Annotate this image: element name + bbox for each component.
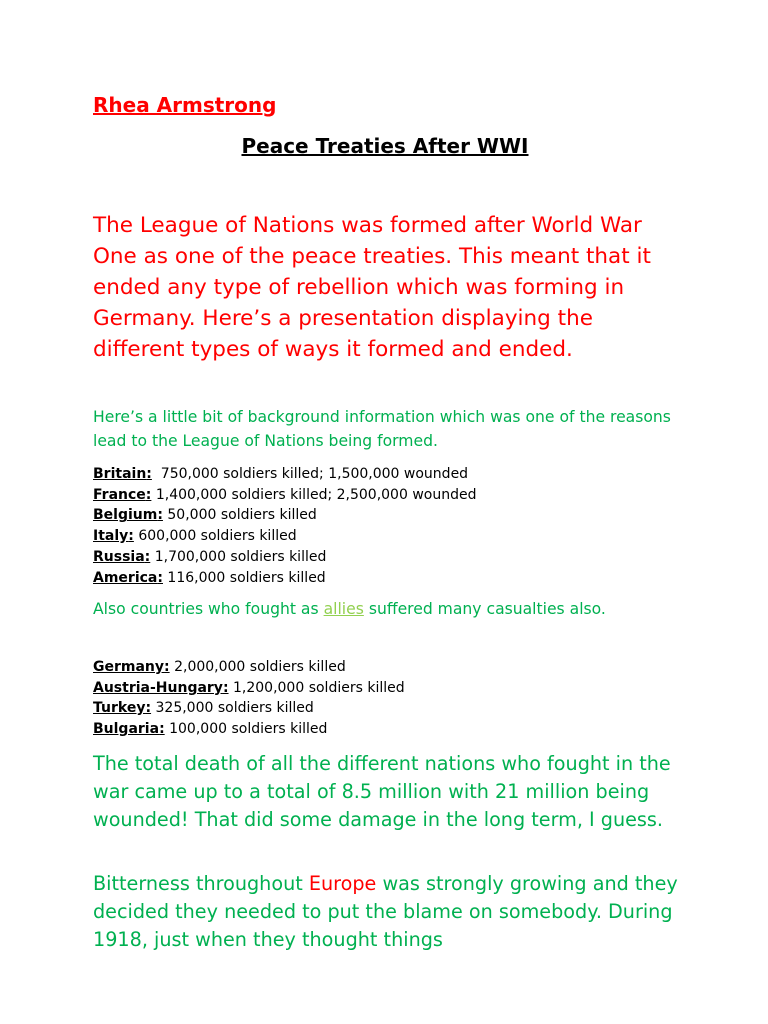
casualty-stat: 1,200,000 soldiers killed [228, 679, 405, 696]
casualty-stat: 750,000 soldiers killed; 1,500,000 wounded [151, 466, 469, 482]
list-item: America: 116,000 soldiers killed [93, 569, 326, 586]
casualties-list-2 [93, 657, 405, 740]
list-item: France: 1,400,000 soldiers killed; 2,500,000 wounded [93, 486, 477, 503]
country-name: Belgium [93, 507, 158, 524]
background-info-paragraph: Here’s a little bit of background information which was one of the reasons lead to the League of Nations being formed. [93, 408, 671, 450]
casualty-stat: 116,000 soldiers killed [162, 569, 326, 586]
allies-paragraph: Also countries who fought as allies suffered many casualties also. [93, 600, 606, 618]
casualty-stat: 50,000 soldiers killed [162, 507, 317, 524]
casualty-stat: 325,000 soldiers killed [151, 700, 314, 717]
list-item: Russia: 1,700,000 soldiers killed [93, 548, 327, 565]
casualty-stat: 1,700,000 soldiers killed [150, 548, 327, 565]
casualty-stat: 2,000,000 soldiers killed [169, 659, 346, 675]
country-name: Britain [93, 466, 147, 482]
author-name: Rhea Armstrong [93, 93, 277, 117]
allies-link[interactable]: allies [323, 600, 364, 618]
country-name: America [93, 569, 158, 586]
casualty-stat: 1,400,000 soldiers killed; 2,500,000 wounded [151, 486, 477, 503]
intro-paragraph: The League of Nations was formed after World War One as one of the peace treaties. This meant that it ended any type of rebellion which was forming in Germany. Here’s a presentation displaying the different types of ways it formed and ended. [93, 213, 651, 362]
country-name: Austria-Hungary [93, 679, 223, 696]
country-name: Italy [93, 528, 129, 545]
document-title: Peace Treaties After WWI [241, 134, 529, 158]
list-item: Austria-Hungary: 1,200,000 soldiers killed [93, 679, 405, 696]
casualty-stat: 100,000 soldiers killed [164, 721, 328, 738]
bitterness-paragraph: Bitterness throughout Europe was strongly growing and they decided they needed to put the blame on somebody. During 1918, just when they thought things [93, 872, 684, 951]
list-item: Turkey: 325,000 soldiers killed [93, 700, 314, 717]
list-item: Britain: 750,000 soldiers killed; 1,500,000 wounded [93, 466, 469, 482]
casualty-stat: 600,000 soldiers killed [133, 528, 297, 545]
country-name: France [93, 486, 146, 503]
list-item: Germany: 2,000,000 soldiers killed [93, 659, 346, 675]
list-item: Belgium: 50,000 soldiers killed [93, 507, 317, 524]
casualties-list-1 [93, 464, 476, 588]
country-name: Bulgaria [93, 721, 160, 738]
country-name: Turkey [93, 700, 146, 717]
total-death-paragraph: The total death of all the different nations who fought in the war came up to a total of 8.5 million with 21 million being wounded! That did some damage in the long term, I guess. [93, 752, 671, 831]
europe-highlight: Europe [308, 872, 377, 895]
list-item: Italy: 600,000 soldiers killed [93, 528, 297, 545]
country-name: Russia [93, 548, 145, 565]
country-name: Germany [93, 659, 165, 675]
list-item: Bulgaria: 100,000 soldiers killed [93, 721, 328, 738]
